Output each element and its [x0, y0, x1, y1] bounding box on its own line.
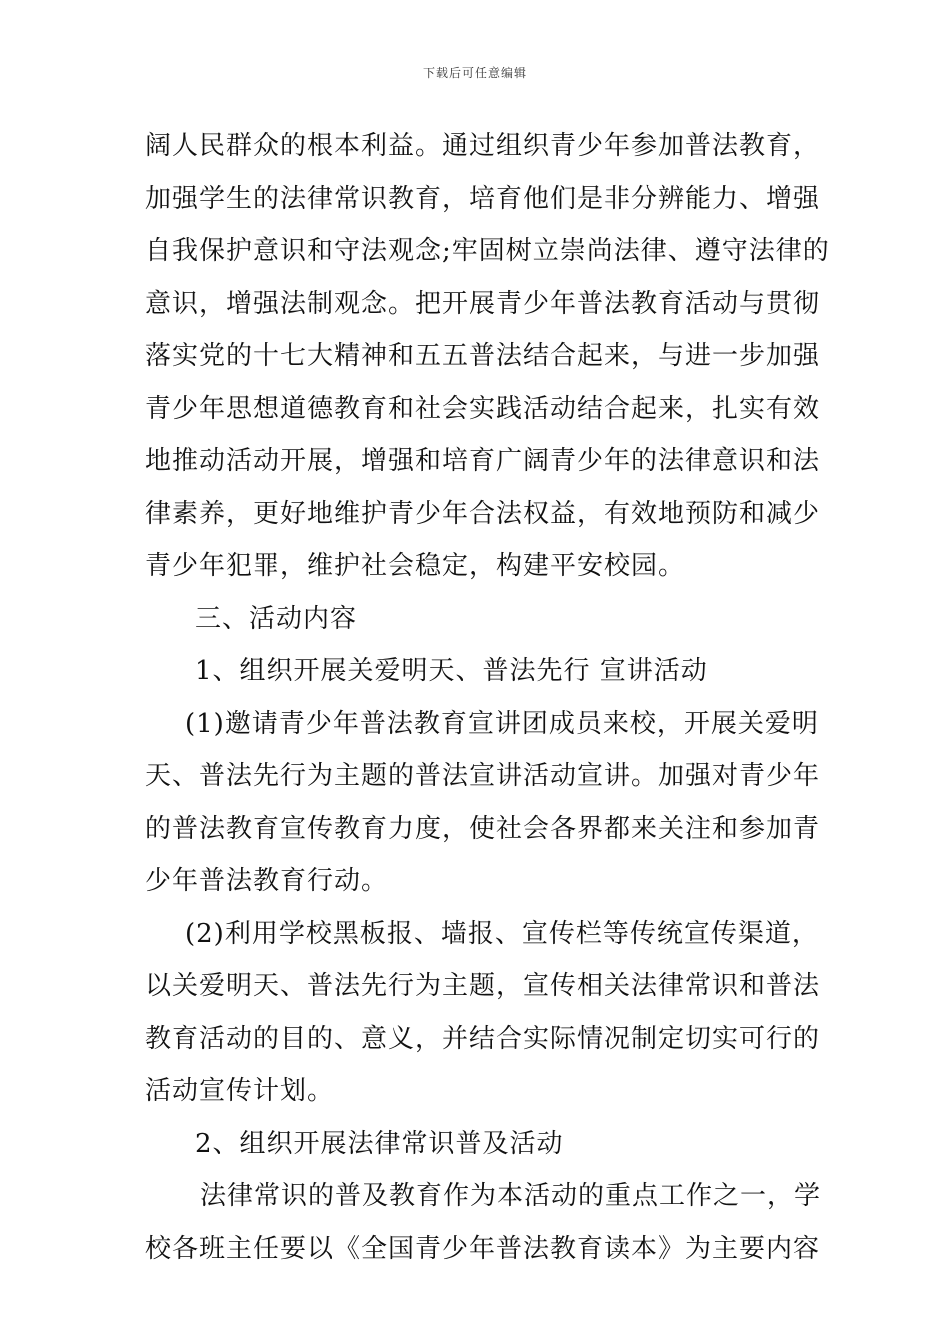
body-line: 自我保护意识和守法观念;牢固树立崇尚法律、遵守法律的 [145, 236, 830, 266]
body-line: (2)利用学校黑板报、墙报、宣传栏等传统宣传渠道， [185, 918, 819, 949]
body-line: (1)邀请青少年普法教育宣讲团成员来校，开展关爱明 [185, 708, 819, 739]
body-line: 律素养，更好地维护青少年合法权益，有效地预防和减少 [145, 498, 821, 529]
body-line: 活动宣传计划。 [145, 1076, 335, 1106]
body-line: 以关爱明天、普法先行为主题，宣传相关法律常识和普法 [145, 971, 821, 1001]
document-body [145, 120, 830, 1275]
body-line: 教育活动的目的、意义，并结合实际情况制定切实可行的 [145, 1023, 821, 1054]
subsection-heading: 2、组织开展法律常识普及活动 [195, 1128, 564, 1159]
section-heading: 三、活动内容 [195, 603, 358, 634]
body-line: 的普法教育宣传教育力度，使社会各界都来关注和参加青 [145, 813, 821, 844]
body-line: 校各班主任要以《全国青少年普法教育读本》为主要内容 [145, 1233, 821, 1264]
body-line: 青少年犯罪，维护社会稳定，构建平安校园。 [145, 551, 686, 581]
body-line: 法律常识的普及教育作为本活动的重点工作之一，学 [200, 1181, 822, 1211]
body-line: 落实党的十七大精神和五五普法结合起来，与进一步加强 [145, 341, 821, 371]
body-line: 意识，增强法制观念。把开展青少年普法教育活动与贯彻 [145, 288, 821, 319]
page-header: 下载后可任意编辑 [422, 66, 527, 80]
body-line: 天、普法先行为主题的普法宣讲活动宣讲。加强对青少年 [145, 761, 821, 791]
body-line: 加强学生的法律常识教育，培育他们是非分辨能力、增强 [145, 183, 821, 214]
body-line: 少年普法教育行动。 [145, 866, 389, 896]
subsection-heading: 1、组织开展关爱明天、普法先行 宣讲活动 [195, 656, 708, 686]
body-line: 青少年思想道德教育和社会实践活动结合起来，扎实有效 [145, 393, 821, 424]
body-line: 地推动活动开展，增强和培育广阔青少年的法律意识和法 [145, 446, 821, 476]
body-line: 阔人民群众的根本利益。通过组织青少年参加普法教育， [145, 131, 821, 161]
